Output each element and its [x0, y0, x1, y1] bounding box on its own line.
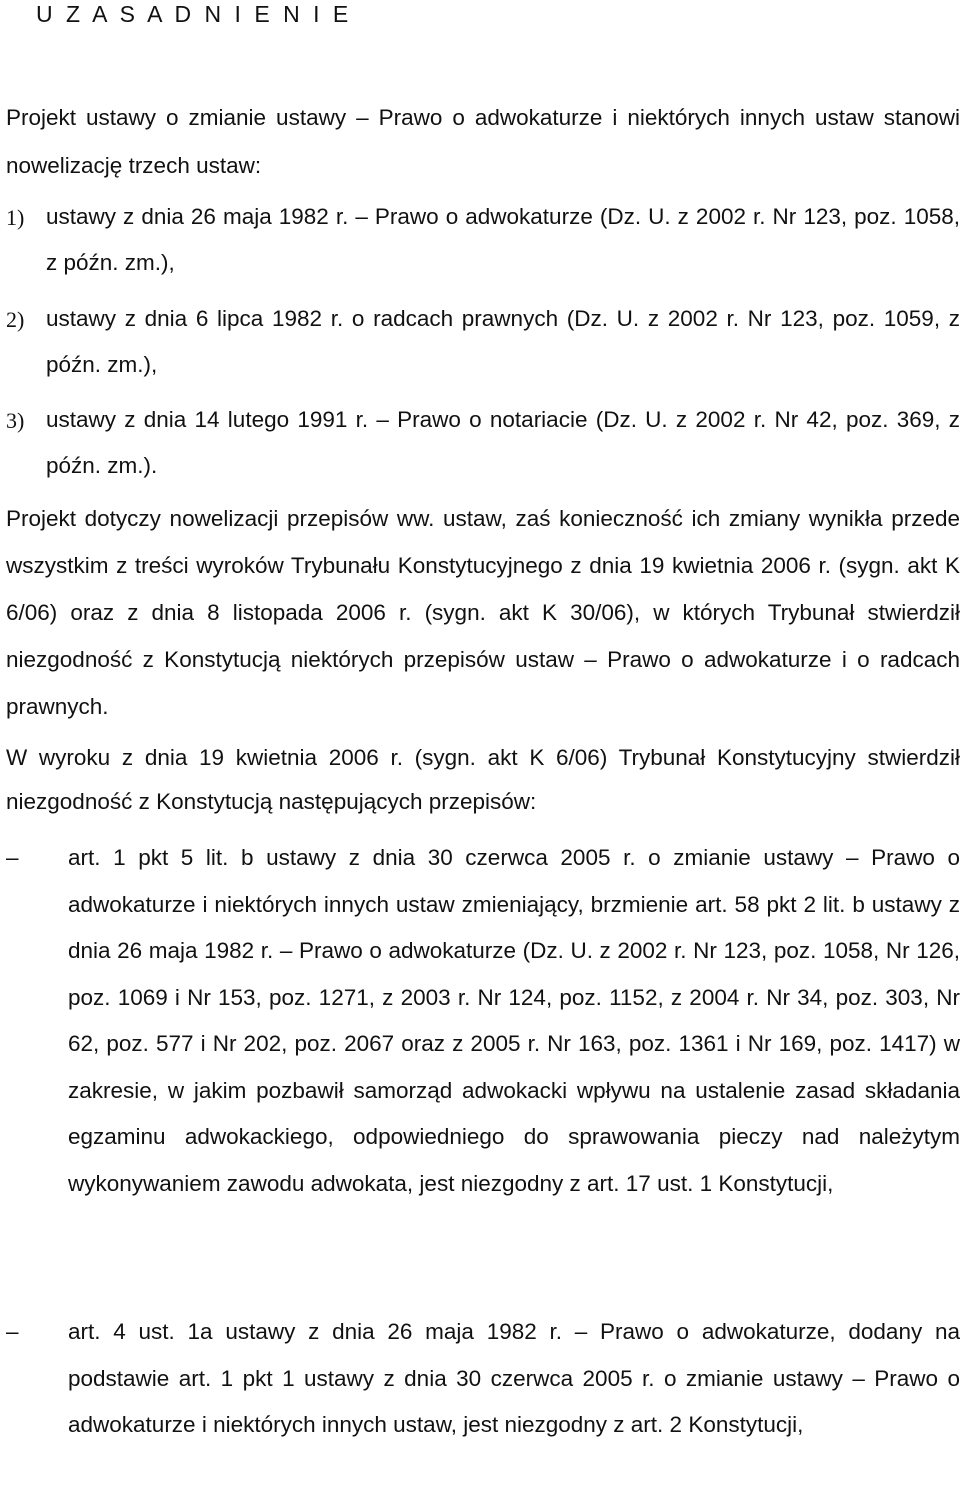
list-text: ustawy z dnia 6 lipca 1982 r. o radcach prawnych (Dz. U. z 2002 r. Nr 123, poz. 1059, z późn. zm.), — [46, 306, 960, 377]
list-number: 2) — [6, 307, 25, 332]
dash-marker: – — [6, 845, 19, 870]
list-text: ustawy z dnia 26 maja 1982 r. – Prawo o adwokaturze (Dz. U. z 2002 r. Nr 123, poz. 1058, z późn. zm.), — [46, 204, 960, 275]
paragraph-wyrok: W wyroku z dnia 19 kwietnia 2006 r. (sygn. akt K 6/06) Trybunał Konstytucyjny stwierdził niezgodność z Konstytucją następujących przepisów: — [6, 745, 960, 814]
list-number: 1) — [6, 205, 25, 230]
list-number: 3) — [6, 408, 25, 433]
paragraph-projekt: Projekt dotyczy nowelizacji przepisów ww. ustaw, zaś konieczność ich zmiany wynikła przede wszystkim z treści wyroków Trybunału Konstytucyjnego z dnia 19 kwietnia 2006 r. (sygn. akt K 6/06) oraz z dnia 8 listopada 2006 r. (sygn. akt K 30/06), w których Trybunał stwierdził niezgodność z Konstytucją niektórych przepisów ustaw – Prawo o adwokaturze i o radcach prawnych. — [6, 506, 960, 719]
list-item-2 — [6, 296, 960, 388]
dash-item-2 — [6, 1309, 960, 1487]
intro-paragraph: Projekt ustawy o zmianie ustawy – Prawo o adwokaturze i niektórych innych ustaw stanowi nowelizację trzech ustaw: — [6, 105, 960, 178]
document-title: U Z A S A D N I E N I E — [36, 1, 349, 27]
list-text: ustawy z dnia 14 lutego 1991 r. – Prawo o notariacie (Dz. U. z 2002 r. Nr 42, poz. 369, z późn. zm.). — [46, 407, 960, 478]
list-item-3 — [6, 397, 960, 489]
dash-text: art. 4 ust. 1a ustawy z dnia 26 maja 1982 r. – Prawo o adwokaturze, dodany na podstawie art. 1 pkt 1 ustawy z dnia 30 czerwca 2005 r. o zmianie ustawy – Prawo o adwokaturze i niektórych innych ustaw, jest niezgodny z art. 2 Konstytucji, — [68, 1319, 960, 1437]
dash-marker: – — [6, 1319, 19, 1344]
dash-text: art. 1 pkt 5 lit. b ustawy z dnia 30 czerwca 2005 r. o zmianie ustawy – Prawo o adwokaturze i niektórych innych ustaw zmieniający, brzmienie art. 58 pkt 2 lit. b ustawy z dnia 26 maja 1982 r. – Prawo o adwokaturze (Dz. U. z 2002 r. Nr 123, poz. 1058, Nr 126, poz. 1069 i Nr 153, poz. 1271, z 2003 r. Nr 124, poz. 1152, z 2004 r. Nr 34, poz. 303, Nr 62, poz. 577 i Nr 202, poz. 2067 oraz z 2005 r. Nr 163, poz. 1361 i Nr 169, poz. 1417) w zakresie, w jakim pozbawił samorząd adwokacki wpływu na ustalenie zasad składania egzaminu adwokackiego, odpowiedniego do sprawowania pieczy nad należytym wykonywaniem zawodu adwokata, jest niezgodny z art. 17 ust. 1 Konstytucji, — [68, 845, 960, 1196]
list-item-1 — [6, 194, 960, 286]
dash-item-1 — [6, 835, 960, 1305]
